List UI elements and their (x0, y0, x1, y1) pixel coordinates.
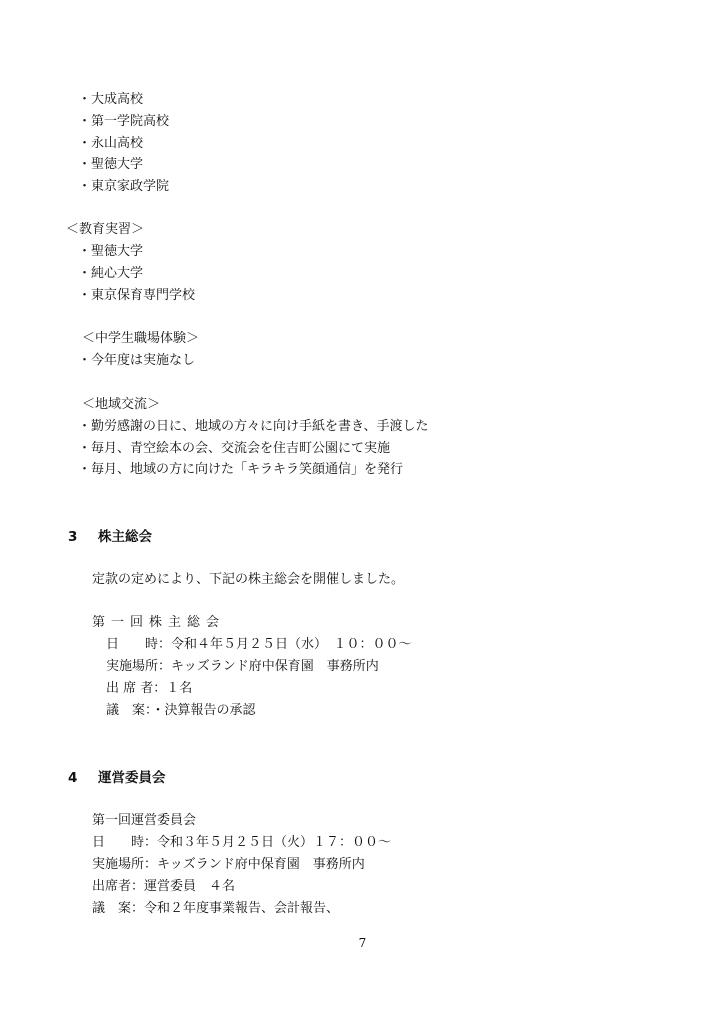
community-item: ・毎月、青空絵本の会、交流会を住吉町公園にて実施 (78, 441, 391, 456)
teaching-practice-item: ・純心大学 (78, 266, 144, 281)
section-3-intro: 定款の定めにより、下記の株主総会を開催しました。 (92, 572, 405, 587)
community-item: ・毎月、地域の方に向けた「キラキラ笑顔通信」を発行 (78, 462, 404, 477)
place-value: キッズランド府中保育園 事務所内 (171, 659, 379, 674)
school-item: ・第一学院高校 (78, 114, 170, 129)
committee-attendees (92, 879, 235, 895)
meeting-attendees (106, 681, 192, 697)
community-title: ＜地域交流＞ (82, 397, 161, 412)
committee-date (92, 835, 391, 851)
meeting-place (106, 659, 379, 675)
committee-meeting-title: 第一回運営委員会 (92, 813, 197, 828)
section-3-heading (68, 529, 152, 545)
agenda-label: 議 案： (106, 703, 152, 718)
meeting-date (106, 637, 412, 653)
meeting-title: 第一回株主総会 (92, 615, 226, 630)
school-item: ・永山高校 (78, 136, 144, 151)
page-number: 7 (358, 936, 367, 950)
committee-place (92, 857, 365, 873)
date-value: 令和４年５月２５日（水） １０：００～ (171, 637, 412, 652)
date-value: 令和３年５月２５日（火）１７：００～ (157, 835, 392, 850)
school-item: ・東京家政学院 (78, 179, 170, 194)
section-4-heading (68, 770, 166, 786)
attendees-label: 出 席 者： (106, 681, 167, 696)
committee-agenda (92, 901, 339, 917)
place-label: 実施場所： (106, 659, 172, 674)
attendees-label: 出席者： (92, 879, 145, 894)
middle-school-title: ＜中学生職場体験＞ (82, 331, 200, 346)
section-number: 3 (68, 529, 78, 545)
agenda-label: 議 案： (92, 901, 145, 916)
attendees-value: 運営委員 ４名 (144, 879, 236, 894)
teaching-practice-title: ＜教育実習＞ (66, 222, 145, 237)
section-title: 株主総会 (98, 529, 152, 545)
meeting-agenda (106, 703, 256, 719)
attendees-value: １名 (166, 681, 193, 696)
date-label: 日 時： (92, 835, 158, 850)
teaching-practice-item: ・聖徳大学 (78, 244, 144, 259)
place-label: 実施場所： (92, 857, 158, 872)
school-item: ・大成高校 (78, 92, 144, 107)
teaching-practice-item: ・東京保育専門学校 (78, 288, 196, 303)
place-value: キッズランド府中保育園 事務所内 (157, 857, 365, 872)
agenda-value: ・決算報告の承認 (151, 703, 256, 718)
community-item: ・勤労感謝の日に、地域の方々に向け手紙を書き、手渡した (78, 419, 429, 434)
middle-school-item: ・今年度は実施なし (78, 353, 196, 368)
school-item: ・聖徳大学 (78, 157, 144, 172)
date-label: 日 時： (106, 637, 172, 652)
section-title: 運営委員会 (98, 770, 166, 786)
section-number: 4 (68, 770, 78, 786)
agenda-value: 令和２年度事業報告、会計報告、 (144, 901, 340, 916)
